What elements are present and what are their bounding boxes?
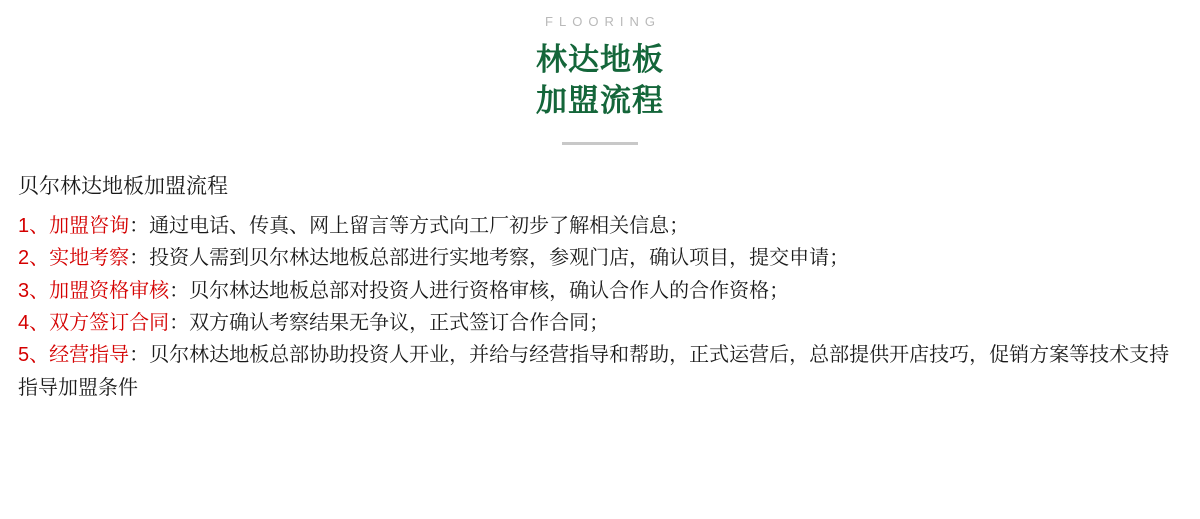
header-divider xyxy=(562,142,638,145)
brand-subtitle: 加盟流程 xyxy=(536,82,664,118)
step-text: ：投资人需到贝尔林达地板总部进行实地考察，参观门店，确认项目，提交申请； xyxy=(129,247,850,270)
list-item xyxy=(18,275,1182,307)
content-body xyxy=(0,171,1200,404)
step-text: ：贝尔林达地板总部对投资人进行资格审核，确认合作人的合作资格； xyxy=(169,279,790,302)
step-lead: 1、加盟咨询 xyxy=(18,214,130,237)
step-lead: 4、双方签订合同 xyxy=(18,312,170,335)
step-lead: 5、经营指导 xyxy=(18,344,130,367)
step-lead: 3、加盟资格审核 xyxy=(18,279,170,302)
list-item xyxy=(18,210,1182,242)
page-header xyxy=(0,0,1200,145)
list-item xyxy=(18,307,1182,339)
step-text: ：贝尔林达地板总部协助投资人开业，并给与经营指导和帮助，正式运营后，总部提供开店技巧，促销方案等技术支持指导加盟条件 xyxy=(18,344,1170,399)
header-eyebrow: FLOORING xyxy=(545,14,661,29)
brand-title: 林达地板 xyxy=(536,41,664,77)
step-text: ：双方确认考察结果无争议，正式签订合作合同； xyxy=(169,312,610,335)
list-item xyxy=(18,242,1182,274)
step-text: ：通过电话、传真、网上留言等方式向工厂初步了解相关信息； xyxy=(129,214,690,237)
step-lead: 2、实地考察 xyxy=(18,247,130,270)
list-item xyxy=(18,339,1182,404)
content-heading: 贝尔林达地板加盟流程 xyxy=(18,175,228,199)
